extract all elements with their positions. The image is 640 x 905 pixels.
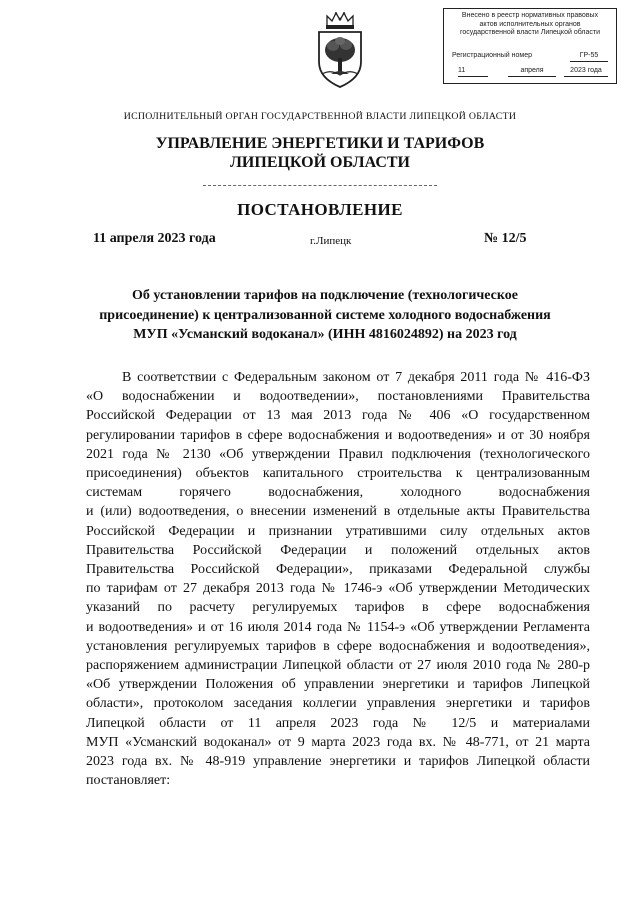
executive-organ-title: ИСПОЛНИТЕЛЬНЫЙ ОРГАН ГОСУДАРСТВЕННОЙ ВЛАСТИ ЛИПЕЦКОЙ ОБЛАСТИ	[123, 111, 517, 122]
body-line: «Об утверждении Положения об управлении энергетики и тарифов Липецкой	[86, 677, 590, 693]
body-line: распоряжением администрации Липецкой области от 27 июля 2010 года № 280-р	[86, 658, 590, 674]
stamp-registration-row	[450, 52, 610, 62]
stamp-registration-number: ГР-55	[570, 52, 608, 62]
body-line: 2021 года № 2130 «Об утверждении Правил подключения (технологического	[86, 446, 590, 462]
document-city: г.Липецк	[310, 235, 352, 247]
document-number: № 12/5	[484, 231, 527, 246]
registry-stamp	[443, 8, 617, 84]
department-title-line-2: ЛИПЕЦКОЙ ОБЛАСТИ	[230, 154, 410, 171]
stamp-day: 11	[458, 67, 488, 77]
document-body	[86, 368, 590, 790]
body-line: присоединения) объектов капитального строительства к централизованным	[86, 466, 590, 482]
body-line: Правительства Российской Федерации», приказами Федеральной службы	[86, 562, 590, 578]
body-line: и водоотведения» и от 16 июля 2014 года № 1154-э «Об утверждении Регламента	[86, 619, 590, 635]
subject-line-3: МУП «Усманский водоканал» (ИНН 4816024892) на 2023 год	[133, 327, 517, 342]
body-line: «О водоснабжении и водоотведении», постановлениями Правительства	[86, 389, 590, 405]
body-line: установления регулируемых тарифов в сфере водоснабжения и водоотведения»,	[86, 638, 590, 654]
body-line: указаний по расчету регулируемых тарифов в сфере водоснабжения	[86, 600, 590, 616]
body-line: области», протоколом заседания коллегии управления энергетики и тарифов	[86, 696, 590, 712]
body-line: Правительства Российской Федерации и положений отдельных актов	[86, 542, 590, 558]
body-line: и (или) водоотведения, о внесении изменений в отдельные акты Правительства	[86, 504, 590, 520]
body-line: В соответствии с Федеральным законом от 7 декабря 2011 года № 416-ФЗ	[122, 370, 590, 385]
subject-line-2: присоединение) к централизованной системе холодного водоснабжения	[99, 307, 551, 323]
document-type-heading: ПОСТАНОВЛЕНИЕ	[237, 200, 403, 219]
body-line: регулировании тарифов в сфере водоснабжения и водоотведения» и от 30 ноября	[86, 427, 590, 443]
department-title-line-1: УПРАВЛЕНИЕ ЭНЕРГЕТИКИ И ТАРИФОВ	[155, 135, 485, 152]
coat-of-arms-icon	[313, 12, 367, 90]
body-line: Российской Федерации и признании утратившими силу отдельных актов	[86, 523, 590, 539]
stamp-line-2: актов исполнительных органов	[479, 20, 581, 28]
body-line: системам горячего водоснабжения, холодного водоснабжения	[86, 485, 590, 501]
stamp-date-row	[450, 67, 610, 77]
document-date: 11 апреля 2023 года	[93, 231, 216, 246]
stamp-registration-label: Регистрационный номер	[452, 52, 532, 59]
body-line: 2023 года вх. № 48-919 управление энергетики и тарифов Липецкой области	[86, 754, 590, 770]
body-line: Липецкой области от 11 апреля 2023 года № 12/5 и материалами	[86, 715, 590, 731]
stamp-year: 2023 года	[564, 67, 608, 77]
subject-line-1: Об установлении тарифов на подключение (технологическое	[132, 288, 518, 303]
header-divider	[203, 185, 437, 186]
stamp-line-1: Внесено в реестр нормативных правовых	[461, 12, 599, 19]
body-line: МУП «Усманский водоканал» от 9 марта 2023 года вх. № 48-771, от 21 марта	[86, 734, 590, 750]
body-line: Российской Федерации от 13 мая 2013 года № 406 «О государственном	[86, 408, 590, 424]
body-line: постановляет:	[86, 773, 171, 789]
stamp-month: апреля	[508, 67, 556, 77]
stamp-line-3: государственной власти Липецкой области	[459, 29, 600, 37]
body-line: по тарифам от 27 декабря 2013 года № 1746-э «Об утверждении Методических	[86, 581, 590, 597]
document-subject	[70, 286, 580, 345]
